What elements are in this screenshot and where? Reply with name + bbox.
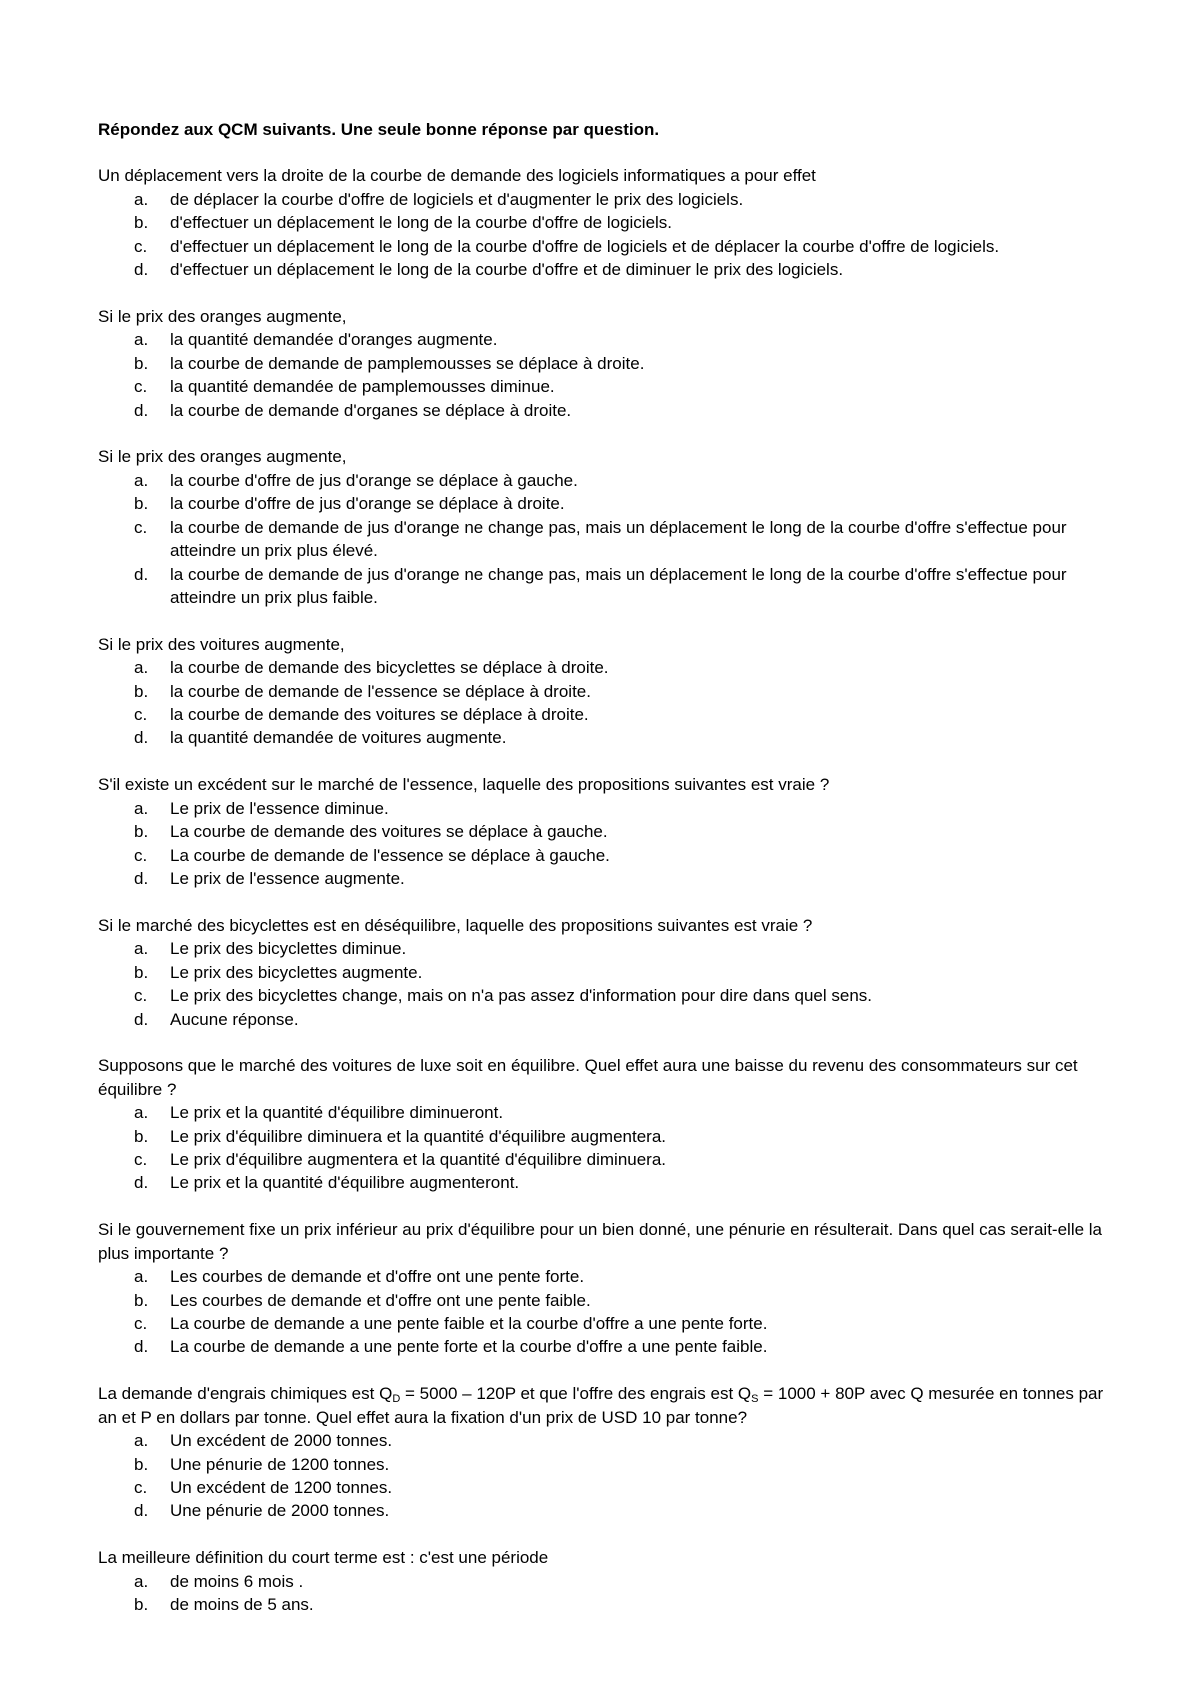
option-letter: d. (134, 260, 149, 280)
answer-option (98, 352, 1118, 375)
question-block (98, 1546, 1118, 1616)
option-text: la courbe de demande de jus d'orange ne change pas, mais un déplacement le long de la courbe d'offre s'effectue pour atteindre un prix plus élevé. (170, 517, 1067, 561)
option-text: Le prix des bicyclettes augmente. (170, 962, 423, 982)
option-letter: b. (134, 681, 149, 701)
answer-option (98, 211, 1118, 234)
option-letter: a. (134, 939, 149, 959)
answer-options (98, 469, 1118, 609)
option-letter: d. (134, 728, 149, 748)
answer-option (98, 563, 1118, 610)
option-letter: b. (134, 353, 149, 373)
answer-option (98, 726, 1118, 749)
answer-option (98, 820, 1118, 843)
option-text: Le prix des bicyclettes diminue. (170, 939, 407, 959)
answer-option (98, 516, 1118, 563)
question-block (98, 1054, 1118, 1194)
question-stem (98, 1382, 1118, 1429)
question-stem: Si le prix des oranges augmente, (98, 447, 347, 467)
option-text: la courbe de demande des voitures se déplace à droite. (170, 705, 589, 725)
answer-option (98, 1570, 1118, 1593)
stem-text: La demande d'engrais chimiques est Q (98, 1384, 393, 1404)
answer-options (98, 1101, 1118, 1195)
subscript: D (392, 1393, 401, 1406)
option-letter: a. (134, 189, 149, 209)
option-text: La courbe de demande des voitures se déplace à gauche. (170, 822, 608, 842)
answer-option (98, 1289, 1118, 1312)
answer-option (98, 656, 1118, 679)
answer-option (98, 867, 1118, 890)
answer-option (98, 1499, 1118, 1522)
option-letter: c. (134, 517, 148, 537)
question-block (98, 773, 1118, 890)
question-list (98, 164, 1118, 1616)
option-text: Le prix des bicyclettes change, mais on n'a pas assez d'information pour dire dans quel sens. (170, 986, 872, 1006)
option-letter: d. (134, 400, 149, 420)
option-text: la courbe de demande d'organes se déplace à droite. (170, 400, 572, 420)
option-text: La courbe de demande a une pente forte et la courbe d'offre a une pente faible. (170, 1337, 768, 1357)
question-stem: Si le prix des oranges augmente, (98, 306, 347, 326)
option-letter: a. (134, 330, 149, 350)
option-text: Le prix d'équilibre augmentera et la quantité d'équilibre diminuera. (170, 1150, 667, 1170)
option-letter: b. (134, 822, 149, 842)
question-stem: Si le gouvernement fixe un prix inférieur au prix d'équilibre pour un bien donné, une pénurie en résulterait. Dans quel cas serait-elle la plus importante ? (98, 1220, 1103, 1263)
option-text: de moins de 5 ans. (170, 1595, 314, 1615)
option-text: la courbe de demande des bicyclettes se déplace à droite. (170, 658, 609, 678)
option-letter: c. (134, 986, 148, 1006)
answer-option (98, 1312, 1118, 1335)
question-stem: S'il existe un excédent sur le marché de l'essence, laquelle des propositions suivantes est vraie ? (98, 775, 830, 795)
answer-option (98, 188, 1118, 211)
option-text: Les courbes de demande et d'offre ont une pente forte. (170, 1267, 585, 1287)
option-letter: c. (134, 1150, 148, 1170)
option-text: Les courbes de demande et d'offre ont une pente faible. (170, 1290, 591, 1310)
answer-option (98, 797, 1118, 820)
answer-option (98, 1593, 1118, 1616)
option-text: la courbe de demande de pamplemousses se déplace à droite. (170, 353, 645, 373)
question-stem: Supposons que le marché des voitures de luxe soit en équilibre. Quel effet aura une baisse du revenu des consommateurs sur cet équilibre ? (98, 1056, 1078, 1099)
option-letter: d. (134, 1173, 149, 1193)
answer-option (98, 1148, 1118, 1171)
option-letter: c. (134, 377, 148, 397)
option-text: la courbe de demande de l'essence se déplace à droite. (170, 681, 591, 701)
answer-option (98, 492, 1118, 515)
answer-option (98, 1429, 1118, 1452)
option-letter: d. (134, 868, 149, 888)
option-letter: b. (134, 213, 149, 233)
option-letter: a. (134, 470, 149, 490)
option-text: Le prix d'équilibre diminuera et la quantité d'équilibre augmentera. (170, 1126, 667, 1146)
question-block (98, 305, 1118, 422)
option-text: La courbe de demande de l'essence se déplace à gauche. (170, 845, 610, 865)
answer-options (98, 656, 1118, 750)
option-text: de déplacer la courbe d'offre de logiciels et d'augmenter le prix des logiciels. (170, 189, 744, 209)
option-text: Aucune réponse. (170, 1009, 299, 1029)
question-block (98, 633, 1118, 750)
answer-option (98, 235, 1118, 258)
option-text: Un excédent de 1200 tonnes. (170, 1477, 393, 1497)
option-letter: a. (134, 658, 149, 678)
option-text: la quantité demandée de voitures augmente. (170, 728, 507, 748)
option-letter: a. (134, 1431, 149, 1451)
option-text: Le prix et la quantité d'équilibre augmenteront. (170, 1173, 520, 1193)
answer-option (98, 1101, 1118, 1124)
option-text: La courbe de demande a une pente faible et la courbe d'offre a une pente forte. (170, 1313, 768, 1333)
option-letter: d. (134, 1501, 149, 1521)
answer-options (98, 328, 1118, 422)
option-text: d'effectuer un déplacement le long de la courbe d'offre de logiciels. (170, 213, 673, 233)
option-letter: c. (134, 1477, 148, 1497)
option-text: la quantité demandée de pamplemousses diminue. (170, 377, 555, 397)
answer-option (98, 399, 1118, 422)
instructions-heading: Répondez aux QCM suivants. Une seule bonne réponse par question. (98, 120, 660, 139)
answer-option (98, 375, 1118, 398)
option-letter: b. (134, 962, 149, 982)
option-text: la quantité demandée d'oranges augmente. (170, 330, 498, 350)
option-text: Le prix de l'essence augmente. (170, 868, 405, 888)
answer-options (98, 1265, 1118, 1359)
question-stem: Un déplacement vers la droite de la courbe de demande des logiciels informatiques a pour effet (98, 166, 816, 186)
answer-option (98, 1171, 1118, 1194)
stem-text: = 1000 + 80P avec Q mesurée en tonnes par an et P en dollars par tonne. Quel effet aura la fixation d'un prix de USD 10 par tonne? (98, 1384, 1104, 1427)
answer-options (98, 797, 1118, 891)
option-letter: d. (134, 1337, 149, 1357)
question-block (98, 914, 1118, 1031)
option-letter: a. (134, 798, 149, 818)
question-stem: Si le prix des voitures augmente, (98, 634, 345, 654)
question-block (98, 1382, 1118, 1522)
option-letter: b. (134, 1126, 149, 1146)
answer-option (98, 1476, 1118, 1499)
option-text: d'effectuer un déplacement le long de la courbe d'offre et de diminuer le prix des logiciels. (170, 260, 844, 280)
option-letter: b. (134, 494, 149, 514)
answer-option (98, 328, 1118, 351)
option-text: de moins 6 mois . (170, 1571, 304, 1591)
option-text: Une pénurie de 1200 tonnes. (170, 1454, 390, 1474)
question-block (98, 445, 1118, 609)
option-letter: c. (134, 1313, 148, 1333)
answer-option (98, 1265, 1118, 1288)
answer-option (98, 1335, 1118, 1358)
answer-option (98, 469, 1118, 492)
option-letter: c. (134, 845, 148, 865)
option-letter: a. (134, 1103, 149, 1123)
question-block (98, 1218, 1118, 1358)
answer-option (98, 844, 1118, 867)
option-letter: a. (134, 1267, 149, 1287)
option-letter: b. (134, 1290, 149, 1310)
question-stem: Si le marché des bicyclettes est en déséquilibre, laquelle des propositions suivantes est vraie ? (98, 915, 813, 935)
answer-option (98, 937, 1118, 960)
option-letter: c. (134, 705, 148, 725)
answer-option (98, 961, 1118, 984)
option-text: Le prix et la quantité d'équilibre diminueront. (170, 1103, 504, 1123)
answer-option (98, 1008, 1118, 1031)
option-text: la courbe de demande de jus d'orange ne change pas, mais un déplacement le long de la courbe d'offre s'effectue pour atteindre un prix plus faible. (170, 564, 1067, 607)
option-text: la courbe d'offre de jus d'orange se déplace à gauche. (170, 470, 578, 490)
option-letter: b. (134, 1454, 149, 1474)
subscript: S (751, 1393, 759, 1406)
option-letter: d. (134, 564, 149, 584)
stem-text: = 5000 – 120P et que l'offre des engrais est Q (400, 1384, 752, 1404)
option-text: la courbe d'offre de jus d'orange se déplace à droite. (170, 494, 565, 514)
option-text: Une pénurie de 2000 tonnes. (170, 1501, 390, 1521)
answer-options (98, 188, 1118, 282)
answer-options (98, 1570, 1118, 1617)
option-letter: d. (134, 1009, 149, 1029)
document-page (98, 118, 1118, 1640)
option-letter: c. (134, 236, 148, 256)
answer-options (98, 937, 1118, 1031)
answer-options (98, 1429, 1118, 1523)
question-block (98, 164, 1118, 281)
answer-option (98, 703, 1118, 726)
answer-option (98, 680, 1118, 703)
question-stem: La meilleure définition du court terme est : c'est une période (98, 1548, 549, 1568)
option-letter: a. (134, 1571, 149, 1591)
option-text: Le prix de l'essence diminue. (170, 798, 389, 818)
answer-option (98, 984, 1118, 1007)
answer-option (98, 1125, 1118, 1148)
option-text: Un excédent de 2000 tonnes. (170, 1431, 393, 1451)
answer-option (98, 1453, 1118, 1476)
option-text: d'effectuer un déplacement le long de la courbe d'offre de logiciels et de déplacer la courbe d'offre de logiciels. (170, 236, 1000, 256)
answer-option (98, 258, 1118, 281)
option-letter: b. (134, 1595, 149, 1615)
